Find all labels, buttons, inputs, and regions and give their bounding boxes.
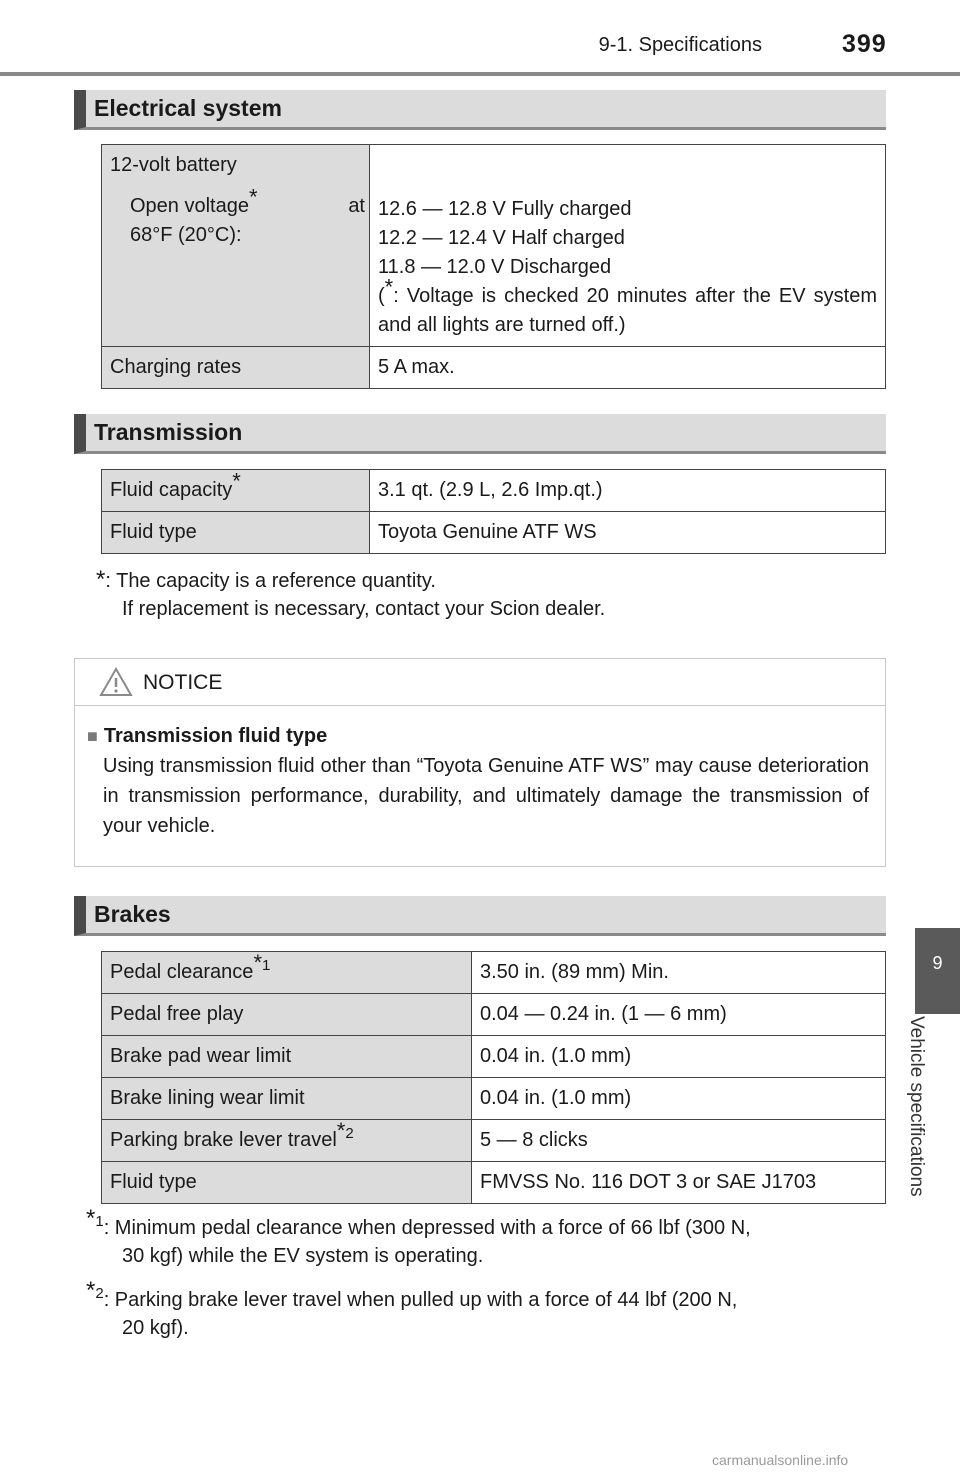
voltage-note: (*: Voltage is checked 20 minutes after the EV system and all lights are turned off.) xyxy=(378,274,877,336)
voltage-line: 12.2 — 12.4 V Half charged xyxy=(378,227,625,249)
table-row xyxy=(102,1162,886,1204)
brakes-section-header xyxy=(74,896,886,936)
watermark: carmanualsonline.info xyxy=(712,1452,849,1468)
section-title: 9-1. Specifications xyxy=(598,34,762,56)
table-row xyxy=(102,470,886,512)
spec-label: Pedal free play xyxy=(102,994,472,1036)
spec-value: 3.50 in. (89 mm) Min. xyxy=(472,952,886,994)
spec-label: Fluid type xyxy=(102,512,370,554)
battery-value-cell xyxy=(370,145,886,347)
asterisk-mark: * xyxy=(232,468,241,494)
table-row xyxy=(102,145,886,347)
chapter-side-label: Vehicle specifications xyxy=(906,1016,927,1197)
header-divider xyxy=(0,72,960,76)
charging-value: 5 A max. xyxy=(370,347,886,389)
table-row xyxy=(102,347,886,389)
spec-label: Brake lining wear limit xyxy=(102,1078,472,1120)
battery-label: 12-volt battery xyxy=(110,154,237,176)
electrical-section-header xyxy=(74,90,886,130)
table-row: Pedal clearance$^{*1}$ 3.50 in. (89 mm) Min. xyxy=(102,952,886,994)
spec-value: 0.04 in. (1.0 mm) xyxy=(472,1036,886,1078)
spec-label: Fluid capacity xyxy=(110,479,233,501)
warning-triangle-icon xyxy=(99,667,133,697)
open-voltage-at: at xyxy=(348,195,365,217)
spec-label: Fluid type xyxy=(102,1162,472,1204)
open-voltage-label: Open voltage xyxy=(130,195,249,217)
voltage-line: 12.6 — 12.8 V Fully charged xyxy=(378,198,632,220)
table-row xyxy=(102,994,886,1036)
notice-body: Using transmission fluid other than “Toyota Genuine ATF WS” may cause deterioration in transmission performance, durability, and ultimately damage the transmission of your vehicle. xyxy=(103,755,869,837)
table-row: Parking brake lever travel$^{*2}$ 5 — 8 clicks xyxy=(102,1120,886,1162)
spec-label: Pedal clearance xyxy=(110,961,254,983)
electrical-section-title: Electrical system xyxy=(94,95,282,121)
spec-value: FMVSS No. 116 DOT 3 or SAE J1703 xyxy=(472,1162,886,1204)
spec-value: 5 — 8 clicks xyxy=(472,1120,886,1162)
charging-label: Charging rates xyxy=(102,347,370,389)
voltage-line: 11.8 — 12.0 V Discharged xyxy=(378,256,612,278)
battery-label-cell xyxy=(102,145,370,347)
notice-title: NOTICE xyxy=(143,671,223,694)
transmission-footnote: *: The capacity is a reference quantity. If replacement is necessary, contact your Scion dealer. xyxy=(96,566,606,620)
square-bullet-icon: ■ xyxy=(87,726,98,746)
table-row xyxy=(102,1036,886,1078)
table-row xyxy=(102,512,886,554)
brakes-footnote-1: $^{*1}$: Minimum pedal clearance when depressed with a force of 66 lbf (300 N, 30 kgf) while the EV system is operating. xyxy=(86,1205,751,1267)
notice-subtitle: Transmission fluid type xyxy=(103,725,328,747)
asterisk-mark: * xyxy=(248,184,258,210)
spec-value: 0.04 — 0.24 in. (1 — 6 mm) xyxy=(472,994,886,1036)
brakes-table xyxy=(101,951,886,1204)
spec-value: 3.1 qt. (2.9 L, 2.6 Imp.qt.) xyxy=(370,470,886,512)
page-number: 399 xyxy=(842,30,887,58)
notice-box xyxy=(74,658,886,867)
spec-value: Toyota Genuine ATF WS xyxy=(370,512,886,554)
transmission-section-title: Transmission xyxy=(94,419,243,445)
spec-label: Brake pad wear limit xyxy=(102,1036,472,1078)
brakes-footnote-2: $^{*2}$: Parking brake lever travel when pulled up with a force of 44 lbf (200 N, 20 kgf). xyxy=(86,1277,738,1339)
transmission-section-header xyxy=(74,414,886,454)
open-voltage-temp: 68°F (20°C): xyxy=(130,224,242,246)
table-row xyxy=(102,1078,886,1120)
spec-value: 0.04 in. (1.0 mm) xyxy=(472,1078,886,1120)
chapter-tab[interactable]: 9 xyxy=(915,928,960,1014)
brakes-section-title: Brakes xyxy=(94,901,171,927)
electrical-table xyxy=(101,144,886,389)
transmission-table xyxy=(101,469,886,554)
spec-label: Parking brake lever travel xyxy=(110,1129,337,1151)
